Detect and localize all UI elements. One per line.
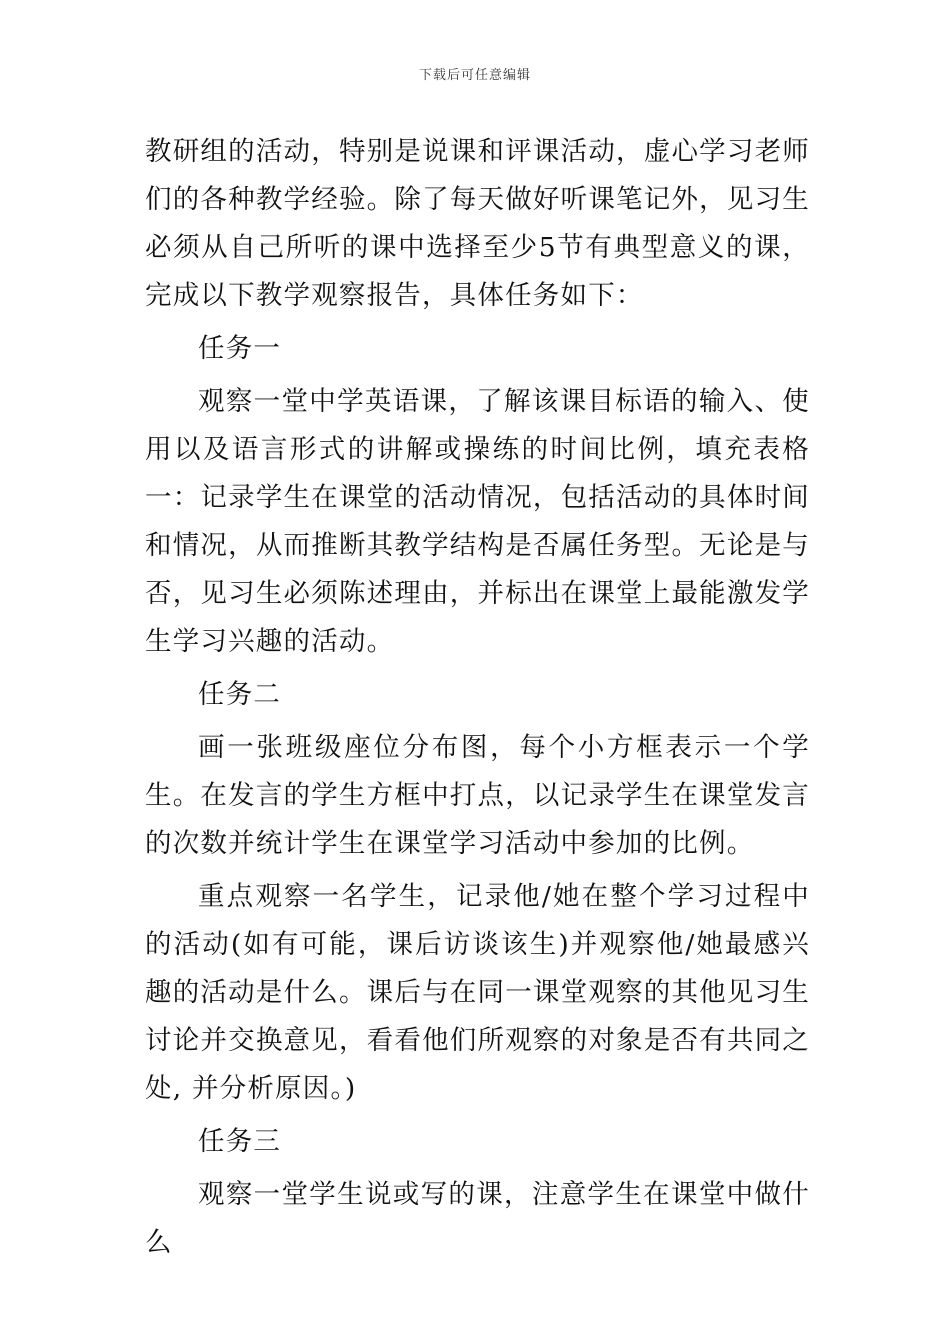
task-one-heading: 任务一 xyxy=(198,333,282,364)
task-two-paragraph-1: 画一张班级座位分布图，每个小方框表示一个学生。在发言的学生方框中打点，以记录学生在课堂发言的次数并统计学生在课堂学习活动中参加的比例。 xyxy=(145,732,810,859)
task-two-paragraph-2: 重点观察一名学生，记录他/她在整个学习过程中的活动(如有可能，课后访谈该生)并观察他/她最感兴趣的活动是什么。课后与在同一课堂观察的其他见习生讨论并交换意见，看看他们所观察的对象是否有共同之处, 并分析原因。) xyxy=(145,881,810,1104)
task-three-heading: 任务三 xyxy=(198,1126,282,1157)
task-one-paragraph: 观察一堂中学英语课，了解该课目标语的输入、使用以及语言形式的讲解或操练的时间比例，填充表格一：记录学生在课堂的活动情况，包括活动的具体时间和情况，从而推断其教学结构是否属任务型。无论是与否，见习生必须陈述理由，并标出在课堂上最能激发学生学习兴趣的活动。 xyxy=(145,386,810,657)
document-body xyxy=(145,128,810,1272)
task-three-paragraph: 观察一堂学生说或写的课，注意学生在课堂中做什么 xyxy=(145,1179,810,1258)
page-header: 下载后可任意编辑 xyxy=(418,68,531,83)
paragraph-intro: 教研组的活动，特别是说课和评课活动，虚心学习老师们的各种教学经验。除了每天做好听课笔记外，见习生必须从自己所听的课中选择至少5节有典型意义的课，完成以下教学观察报告，具体任务如下： xyxy=(145,136,810,311)
task-two-heading: 任务二 xyxy=(198,679,282,710)
